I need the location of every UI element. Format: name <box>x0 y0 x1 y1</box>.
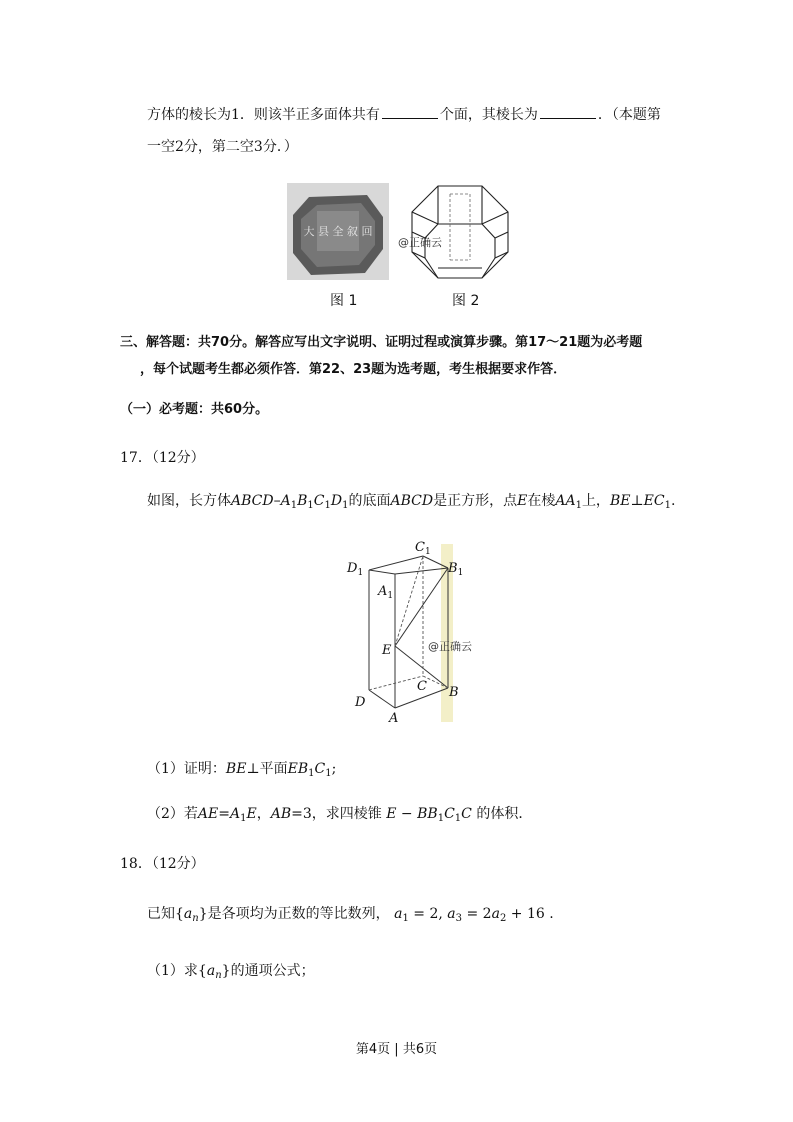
label-E: E <box>382 643 392 658</box>
q18-part1-suffix: 的通项公式； <box>230 963 315 979</box>
label-A: A <box>389 711 399 726</box>
q17-stem-d: 在棱 <box>527 493 556 509</box>
q18-stem-b: 是各项均为正数的等比数列， <box>207 906 390 922</box>
q17-part2-mid: ，求四棱锥 <box>311 806 382 822</box>
figure2-caption: 图 2 <box>452 293 480 309</box>
answer-blank-2 <box>540 106 596 119</box>
label-C: C <box>417 679 427 694</box>
q17-stem-a: 如图，长方体 <box>147 493 231 509</box>
q17-stem-b: 的底面 <box>348 493 391 509</box>
page-footer: 第4页 | 共6页 <box>355 1042 438 1057</box>
q16-line2: 一空2分，第二空3分．） <box>147 139 298 155</box>
section3-subsection: （一）必考题：共60分。 <box>120 402 269 417</box>
q17-watermark: @正确云 <box>428 640 472 653</box>
q16-text-part2: 个面，其棱长为 <box>439 107 538 123</box>
q17-stem: 如图，长方体ABCD–$A_1B_1C_1D_1$的底面ABCD是正方形，点E在棱$AA_1$上，$BE\perp EC_1$. <box>147 493 676 511</box>
seal-icon <box>287 183 389 280</box>
q17-part2-suffix: 的体积． <box>476 806 533 822</box>
figure1-seal-photo <box>287 183 389 280</box>
q18-part1-prefix: （1）求 <box>147 963 198 979</box>
q16-text-part1: 方体的棱长为1．则该半正多面体共有 <box>147 107 380 123</box>
q17-stem-c: 是正方形，点 <box>433 493 518 509</box>
q17-part1: （1）证明：BE⊥平面$EB_1C_1$; <box>147 761 337 779</box>
q17-part2-prefix: （2）若 <box>147 806 198 822</box>
q18-stem: 已知$\{a_n\}$是各项均为正数的等比数列， $a_1 = 2$, $a_3 = 2a_2 + 16$ . <box>147 906 554 924</box>
label-C1: $C_1$ <box>415 540 431 557</box>
figure1-caption: 图 1 <box>330 293 358 309</box>
q16-text-part3: ．（本题第 <box>597 107 661 123</box>
q17-part1-prefix: （1）证明： <box>147 761 226 777</box>
label-B1: $B_1$ <box>448 561 464 578</box>
q17-number: 17．（12分） <box>120 450 205 466</box>
figure2-polyhedron <box>405 180 515 285</box>
label-A1: $A_1$ <box>378 584 394 601</box>
answer-blank-1 <box>382 106 438 119</box>
q17-part2: （2）若$AE=A_1E$，AB=3，求四棱锥 $E - BB_1C_1C$ 的体积． <box>147 806 533 824</box>
q16-line1 <box>147 104 661 124</box>
q17-cuboid-figure <box>345 538 480 728</box>
q17-part1-mid: 平面 <box>259 761 288 777</box>
q17-stem-e: 上， <box>581 493 610 509</box>
label-D: D <box>355 695 366 710</box>
figure-watermark: @正确云 <box>398 236 442 249</box>
q18-number: 18．（12分） <box>120 856 205 872</box>
section3-line2: ，每个试题考生都必须作答．第22、23题为选考题，考生根据要求作答． <box>140 362 567 377</box>
label-B: B <box>449 685 459 700</box>
seal-lettering: 大 县 全 叙 回 <box>303 225 373 238</box>
label-D1: $D_1$ <box>347 561 364 578</box>
section3-line1: 三、解答题：共70分。解答应写出文字说明、证明过程或演算步骤。第17～21题为必考题 <box>120 335 643 350</box>
q18-stem-a: 已知 <box>147 906 175 922</box>
q18-part1: （1）求$\{a_n\}$的通项公式； <box>147 963 315 981</box>
